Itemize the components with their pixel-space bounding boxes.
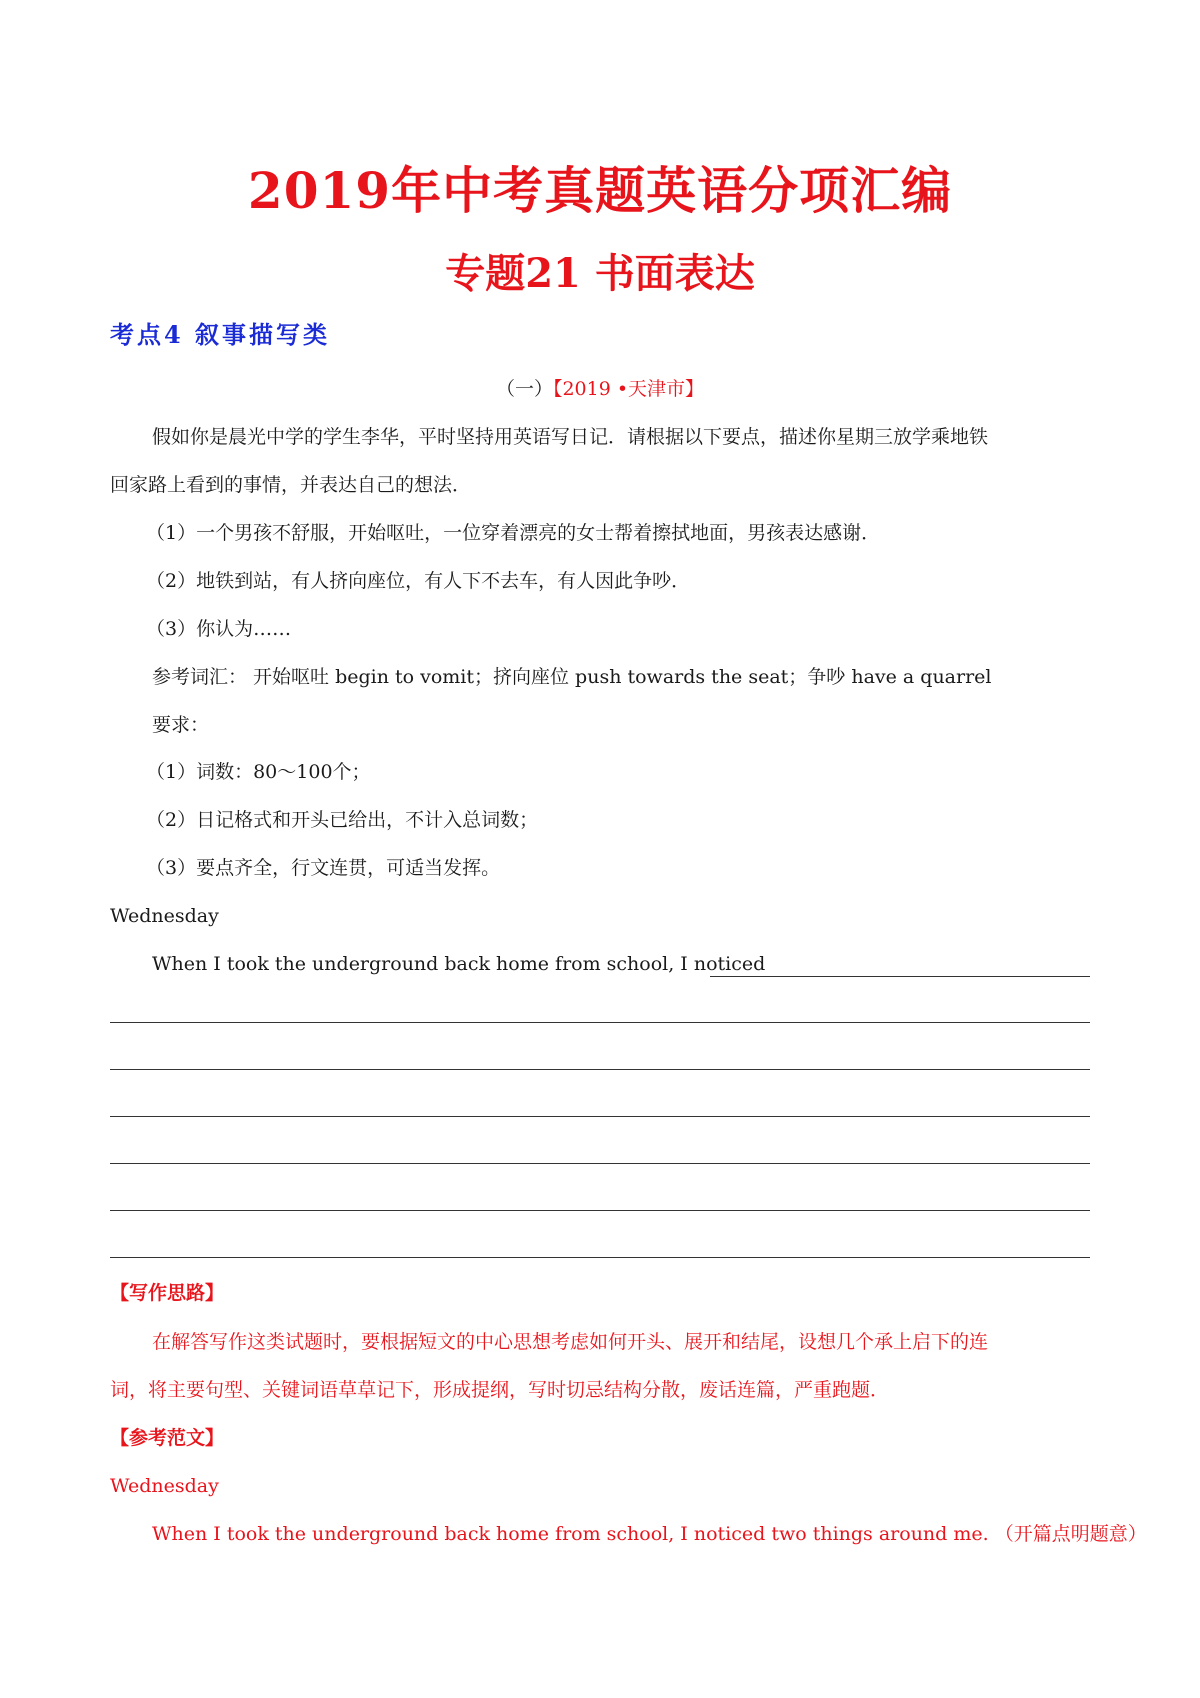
answer-blank-line[interactable]	[110, 1163, 1090, 1164]
approach-line-1: 在解答写作这类试题时，要根据短文的中心思想考虑如何开头、展开和结尾，设想几个承上启下的连	[152, 1331, 989, 1353]
prompt-line-2: 回家路上看到的事情，并表达自己的想法．	[110, 474, 472, 496]
point-item: （1）一个男孩不舒服，开始呕吐，一位穿着漂亮的女士帮着擦拭地面，男孩表达感谢．	[146, 522, 881, 544]
requirement-item: （2）日记格式和开头已给出，不计入总词数；	[146, 809, 539, 831]
requirements-label: 要求：	[152, 714, 210, 736]
answer-blank-line[interactable]	[110, 1257, 1090, 1258]
answer-blank-line[interactable]	[110, 1210, 1090, 1211]
point-item: （2）地铁到站，有人挤向座位，有人下不去车，有人因此争吵．	[146, 570, 691, 592]
reference-vocabulary: 参考词汇： 开始呕吐 begin to vomit；挤向座位 push towards the seat；争吵 have a quarrel	[152, 666, 992, 688]
section-heading: 考点4 叙事描写类	[110, 320, 331, 349]
sample-day: Wednesday	[110, 1475, 219, 1497]
page-title: 2019年中考真题英语分项汇编	[247, 161, 953, 220]
approach-line-2: 词，将主要句型、关键词语草草记下，形成提纲，写时切忌结构分散，废话连篇，严重跑题．	[110, 1379, 890, 1401]
question-source	[0, 375, 1200, 403]
diary-day: Wednesday	[110, 905, 219, 927]
source-tag: 【2019 •天津市】	[552, 378, 705, 400]
sample-line-1: When I took the underground back home from school, I noticed two things around me. （开篇点明题意）	[152, 1523, 1147, 1545]
answer-blank-line[interactable]	[110, 1069, 1090, 1070]
approach-label: 【写作思路】	[110, 1282, 225, 1304]
answer-blank-line[interactable]	[110, 1022, 1090, 1023]
diary-start: When I took the underground back home from school, I noticed	[152, 953, 766, 975]
prompt-line-1: 假如你是晨光中学的学生李华，平时坚持用英语写日记．请根据以下要点，描述你星期三放学乘地铁	[152, 426, 989, 448]
point-item: （3）你认为……	[146, 618, 292, 640]
answer-blank-line[interactable]	[110, 1116, 1090, 1117]
requirement-item: （1）词数：80～100个；	[146, 761, 371, 783]
question-number: （一）	[495, 378, 553, 400]
sample-label: 【参考范文】	[110, 1427, 225, 1449]
answer-blank-line[interactable]	[710, 976, 1090, 977]
page-subtitle: 专题21 书面表达	[445, 250, 755, 297]
requirement-item: （3）要点齐全，行文连贯，可适当发挥。	[146, 857, 501, 879]
